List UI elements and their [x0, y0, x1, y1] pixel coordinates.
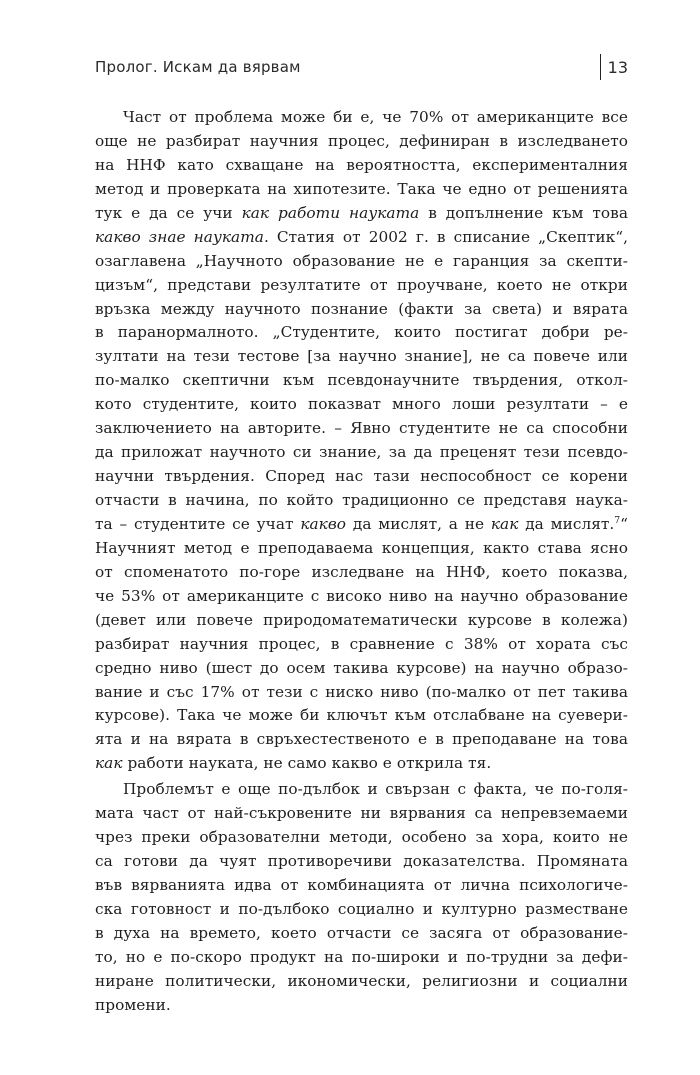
text-line: [95, 585, 628, 609]
text-segment: зултати на тези тестове [за научно знание], не са повече или: [95, 347, 628, 366]
text-line: [95, 802, 628, 826]
italic-text: как работи науката: [241, 203, 420, 222]
text-line: [95, 537, 628, 561]
text-segment: работи науката, не само какво е открила тя.: [122, 754, 492, 773]
text-segment: . Статия от 2002 г. в списание „Скептик“,: [263, 227, 628, 246]
text-line: [95, 898, 628, 922]
text-line: [95, 441, 628, 465]
text-line: [95, 752, 628, 776]
text-segment: та – студентите се учат: [95, 514, 301, 533]
text-segment: мата част от най-съкровените ни вярвания са непревземаеми: [95, 804, 628, 823]
text-line: [95, 970, 628, 994]
text-line: [95, 393, 628, 417]
text-segment: отчасти в начина, по който традиционно се представя наука-: [95, 491, 628, 509]
text-segment: че 53% от американците с високо ниво на научно образование: [95, 586, 628, 605]
text-line: [95, 298, 628, 322]
text-segment: Проблемът е още по-дълбок и свързан с факта, че по-голя-: [123, 780, 628, 799]
text-segment: озаглавена „Научното образование не е гаранция за скепти-: [95, 251, 628, 270]
text-segment: ска готовност и по-дълбоко социално и културно разместване: [95, 899, 628, 918]
text-segment: във вярванията идва от комбинацията от лична психологиче-: [95, 876, 628, 894]
text-segment: то, но е по-скоро продукт на по-широки и по-трудни за дефи-: [95, 947, 628, 966]
page-number: 13: [607, 57, 628, 77]
text-line: [95, 321, 628, 345]
page-number-block: [600, 54, 628, 80]
header-divider: [600, 54, 601, 80]
text-line: [95, 369, 628, 393]
text-line: [95, 728, 628, 752]
text-line: [95, 994, 628, 1018]
text-line: [95, 681, 628, 705]
text-segment: Научният метод е преподаваема концепция, както става ясно: [95, 538, 628, 557]
text-segment: тук е да се учи: [95, 203, 242, 222]
text-segment: заключението на авторите. – Явно студентите не са способни: [95, 419, 628, 438]
text-segment: вание и със 17% от тези с ниско ниво (по-малко от пет такива: [95, 682, 628, 701]
text-segment: (девет или повече природоматематически курсове в колежа): [95, 610, 628, 629]
text-segment: промени.: [95, 995, 171, 1014]
text-line: [95, 345, 628, 369]
text-segment: чрез преки образователни методи, особено за хора, които не: [95, 828, 628, 847]
footnote-ref: 7: [614, 515, 621, 526]
text-line: [95, 178, 628, 202]
text-line: [95, 202, 628, 226]
text-line: [95, 850, 628, 874]
text-line: [95, 417, 628, 441]
text-segment: ниране политически, икономически, религиозни и социални: [95, 971, 628, 990]
text-segment: кото студентите, които показват много лоши резултати – е: [95, 395, 628, 414]
text-segment: още не разбират научния процес, дефиниран в изследването: [95, 131, 628, 150]
italic-text: какво: [300, 514, 347, 533]
text-segment: от споменатото по-горе изследване на ННФ, което показва,: [95, 562, 628, 581]
text-segment: научни твърдения. Според нас тази неспособност се корени: [95, 467, 628, 486]
text-line: [95, 489, 628, 513]
text-segment: курсове). Така че може би ключът към отслабване на суевери-: [95, 706, 628, 725]
running-title: Пролог. Искам да вярвам: [95, 58, 301, 76]
text-line: [95, 250, 628, 274]
text-segment: в духа на времето, което отчасти се засяга от образование-: [95, 923, 628, 942]
text-segment: ята и на вярата в свръхестественото е в преподаване на това: [95, 730, 628, 749]
text-segment: са готови да чуят противоречиви доказателства. Промяната: [95, 852, 628, 871]
text-segment: разбират научния процес, в сравнение с 38% от хората със: [95, 634, 628, 653]
text-line: [95, 561, 628, 585]
text-segment: да приложат научното си знание, за да преценят тези псевдо-: [95, 443, 628, 462]
page-header: [95, 58, 628, 84]
text-segment: средно ниво (шест до осем такива курсове) на научно образо-: [95, 658, 628, 677]
text-line: [95, 609, 628, 633]
body-text: [95, 106, 628, 1018]
text-line: [95, 130, 628, 154]
text-segment: в допълнение към това: [419, 203, 628, 222]
text-line: [95, 922, 628, 946]
text-line: [95, 704, 628, 728]
text-line: [95, 946, 628, 970]
text-segment: на ННФ като схващане на вероятността, експерименталния: [95, 155, 628, 174]
text-segment: “: [620, 514, 628, 533]
text-line: [95, 106, 628, 130]
text-segment: цизъм“, представи резултатите от проучване, което не откри: [95, 275, 628, 294]
text-line: [95, 826, 628, 850]
text-line: [95, 513, 628, 537]
text-segment: в паранормалното. „Студентите, които постигат добри ре-: [95, 323, 628, 342]
text-line: [95, 874, 628, 898]
italic-text: какво знае науката: [95, 227, 264, 246]
text-line: [95, 633, 628, 657]
text-segment: метод и проверката на хипотезите. Така че едно от решенията: [95, 179, 628, 198]
text-line: [95, 465, 628, 489]
text-segment: да мислят.: [518, 514, 615, 533]
italic-text: как: [95, 754, 123, 773]
text-line: [95, 226, 628, 250]
text-line: [95, 154, 628, 178]
text-line: [95, 274, 628, 298]
text-segment: връзка между научното познание (факти за света) и вярата: [95, 299, 628, 318]
text-segment: по-малко скептични към псевдонаучните твърдения, откол-: [95, 371, 628, 390]
text-line: [95, 657, 628, 681]
text-segment: Част от проблема може би е, че 70% от американците все: [123, 108, 628, 126]
text-segment: да мислят, а не: [346, 514, 491, 533]
italic-text: как: [490, 514, 519, 533]
text-line: [95, 778, 628, 802]
